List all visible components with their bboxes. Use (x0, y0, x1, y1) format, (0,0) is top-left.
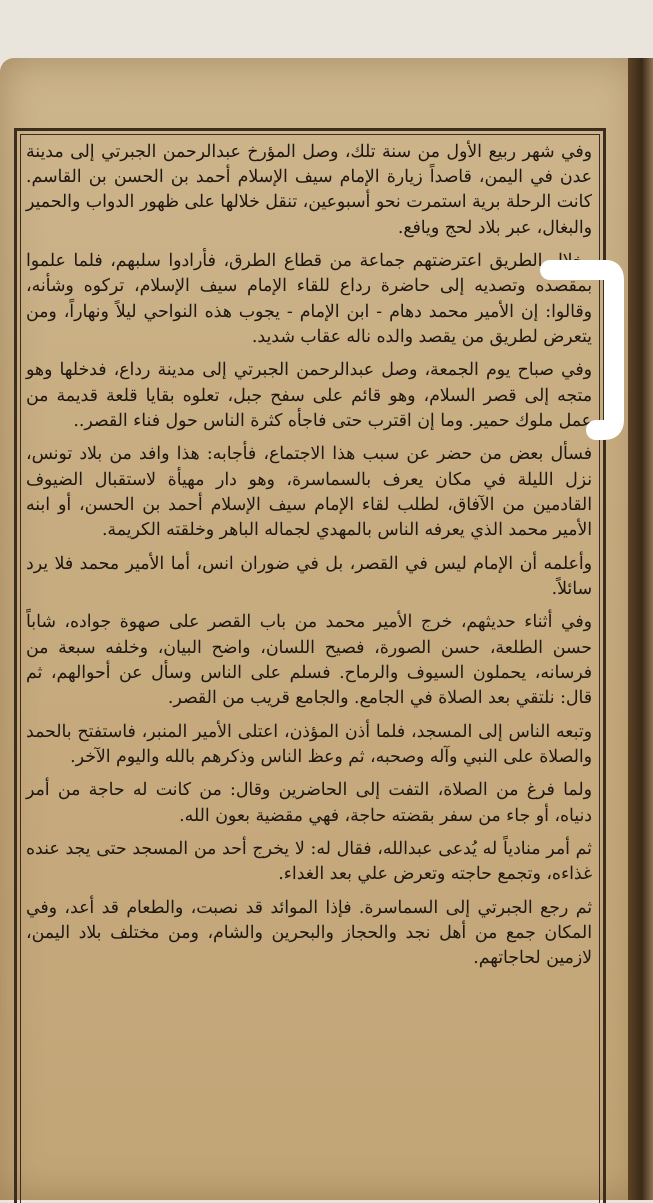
paragraph: وفي صباح يوم الجمعة، وصل عبدالرحمن الجبرتي إلى مدينة رداع، فدخلها وهو متجه إلى قصر السلام، وهو قائم على سفح جبل، تعلوه بقايا قلعة قديمة من عمل ملوك حمير. وما إن اقترب حتى فاجأه كثرة الناس حول فناء القصر.. (26, 360, 592, 431)
document-text (26, 140, 592, 980)
paragraph: وتبعه الناس إلى المسجد، فلما أذن المؤذن، اعتلى الأمير المنبر، فاستفتح بالحمد والصلاة على النبي وآله وصحبه، ثم وعظ الناس وذكرهم بالله واليوم الآخر. (26, 721, 592, 767)
paragraph: فسأل بعض من حضر عن سبب هذا الاجتماع، فأجابه: هذا وافد من بلاد تونس، نزل الليلة في مكان يعرف بالسماسرة، وهو دار مهيأة لاستقبال الضيوف القادمين من الآفاق، لطلب لقاء الإمام سيف الإسلام أحمد بن الحسن، أو ابنه الأمير محمد الذي يعرفه الناس بالمهدي لجماله الباهر وخلقته الكريمة. (26, 444, 592, 541)
paragraph: ثم أمر منادياً له يُدعى عبدالله، فقال له: لا يخرج أحد من المسجد حتى يجد عنده غذاءه، وتجمع حاجته وتعرض علي بعد الغداء. (26, 839, 592, 885)
paragraph: ولما فرغ من الصلاة، التفت إلى الحاضرين وقال: من كانت له حاجة من أمر دنياه، أو جاء من سفر بقضته حاجة، فهي مقضية بعون الله. (26, 780, 592, 826)
paragraph: ثم رجع الجبرتي إلى السماسرة. فإذا الموائد قد نصبت، والطعام قد أعد، وفي المكان جمع من أهل نجد والحجاز والبحرين والشام، ومن مختلف بلاد اليمن، لازمين لحاجاتهم. (26, 898, 592, 969)
paragraph: وفي شهر ربيع الأول من سنة تلك، وصل المؤرخ عبدالرحمن الجبرتي إلى مدينة عدن في اليمن، قاصداً زيارة الإمام سيف الإسلام أحمد بن الحسن بن القاسم. كانت الرحلة برية استمرت نحو أسبوعين، تنقل خلالها على ظهور الدواب والحمير والبغال، عبر بلاد لحج ويافع. (26, 142, 592, 238)
book-binding (628, 58, 653, 1200)
paragraph: وخلال الطريق اعترضتهم جماعة من قطاع الطرق، فأرادوا سلبهم، فلما علموا بمقصده وتصديه إلى حاضرة رداع للقاء الإمام سيف الإسلام، تركوه وشأنه، وقالوا: إن الأمير محمد دهام - ابن الإمام - يجوب هذه النواحي ليلاً ونهاراً، ومن يتعرض لطريق من يقصد والده ناله عقاب شديد. (26, 251, 592, 347)
paragraph: وأعلمه أن الإمام ليس في القصر، بل في ضوران انس، أما الأمير محمد فلا يرد سائلاً. (26, 553, 592, 599)
paragraph: وفي أثناء حديثهم، خرج الأمير محمد من باب القصر على صهوة جواده، شاباً حسن الطلعة، حسن الصورة، فصيح اللسان، واضح البيان، وخلفه سبعة من فرسانه، يحملون السيوف والرماح. فسلم على الناس وسأل عن أحوالهم، ثم قال: نلتقي بعد الصلاة في الجامع. والجامع قريب من القصر. (26, 612, 592, 709)
